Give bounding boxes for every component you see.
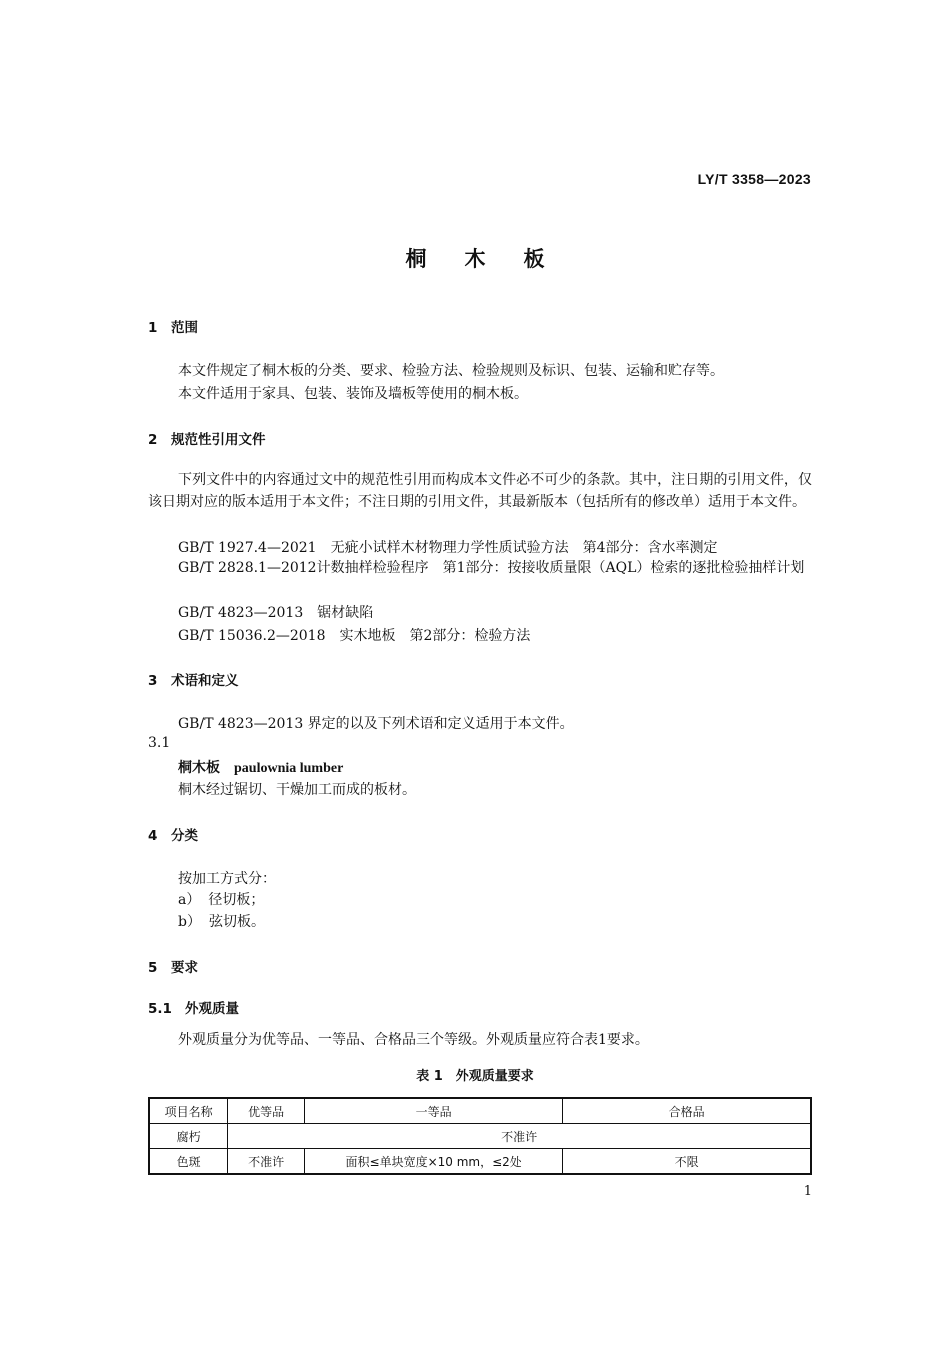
section-heading-references <box>148 428 266 448</box>
section-heading-requirements <box>148 956 198 976</box>
appearance-paragraph: 外观质量分为优等品、一等品、合格品三个等级。外观质量应符合表1要求。 <box>178 1032 649 1048</box>
section-number: 1 <box>148 320 158 336</box>
references-intro: 下列文件中的内容通过文中的规范性引用而构成本文件必不可少的条款。其中，注日期的引用文件，仅该日期对应的版本适用于本文件；不注日期的引用文件，其最新版本（包括所有的修改单）适用于本文件。 <box>148 472 812 510</box>
document-title: 桐木板 <box>405 247 583 271</box>
table-header-cell: 优等品 <box>228 1098 305 1124</box>
list-marker: b） <box>178 914 201 930</box>
section-number: 5 <box>148 960 158 976</box>
list-text: 弦切板。 <box>208 914 265 930</box>
table-header-cell: 合格品 <box>563 1098 811 1124</box>
reference-item <box>148 557 812 579</box>
section-heading-classification <box>148 824 198 844</box>
section-title: 范围 <box>171 320 198 336</box>
reference-title: 无疵小试样木材物理力学性质试验方法 第4部分：含水率测定 <box>330 540 718 556</box>
section-title: 术语和定义 <box>171 673 239 689</box>
section-number: 3 <box>148 673 158 689</box>
table-cell: 色斑 <box>149 1149 228 1175</box>
reference-code: GB/T 4823—2013 <box>178 605 304 621</box>
reference-item <box>178 625 530 645</box>
reference-code: GB/T 15036.2—2018 <box>178 628 326 644</box>
table-cell: 不准许 <box>228 1124 811 1149</box>
scope-paragraph-2: 本文件适用于家具、包装、装饰及墙板等使用的桐木板。 <box>178 386 528 402</box>
reference-item <box>178 602 373 622</box>
terms-intro: GB/T 4823—2013 界定的以及下列术语和定义适用于本文件。 <box>178 716 574 732</box>
section-title: 规范性引用文件 <box>171 432 266 448</box>
section-title: 要求 <box>171 960 198 976</box>
reference-title: 实木地板 第2部分：检验方法 <box>339 628 531 644</box>
table-header-cell: 一等品 <box>305 1098 563 1124</box>
term-definition: 桐木经过锯切、干燥加工而成的板材。 <box>178 782 416 798</box>
table-row <box>149 1124 811 1149</box>
section-heading-terms <box>148 669 239 689</box>
scope-paragraph-1: 本文件规定了桐木板的分类、要求、检验方法、检验规则及标识、包装、运输和贮存等。 <box>178 363 724 379</box>
table-row <box>149 1149 811 1175</box>
page-number: 1 <box>803 1184 812 1199</box>
table-caption: 表 1 外观质量要求 <box>416 1069 534 1084</box>
reference-code: GB/T 1927.4—2021 <box>178 540 317 556</box>
table-cell: 面积≤单块宽度×10 mm，≤2处 <box>305 1149 563 1175</box>
subsection-number: 5.1 <box>148 1001 172 1017</box>
table-header-cell: 项目名称 <box>149 1098 228 1124</box>
section-number: 4 <box>148 828 158 844</box>
term-english: paulownia lumber <box>234 761 344 776</box>
table-cell: 不准许 <box>228 1149 305 1175</box>
list-item <box>178 889 264 909</box>
term-entry <box>178 757 343 777</box>
standard-code: LY/T 3358—2023 <box>697 171 811 187</box>
table-header-row <box>149 1098 811 1124</box>
subsection-heading-appearance <box>148 997 239 1017</box>
section-title: 分类 <box>171 828 198 844</box>
table-cell: 腐朽 <box>149 1124 228 1149</box>
clause-number: 3.1 <box>148 735 171 751</box>
subsection-title: 外观质量 <box>185 1001 239 1017</box>
list-marker: a） <box>178 892 201 908</box>
reference-item <box>178 537 718 557</box>
reference-title: 计数抽样检验程序 第1部分：按接收质量限（AQL）检索的逐批检验抽样计划 <box>316 560 805 576</box>
table-cell: 不限 <box>563 1149 811 1175</box>
term-chinese: 桐木板 <box>178 760 220 776</box>
reference-code: GB/T 2828.1—2012 <box>178 560 317 576</box>
classification-intro: 按加工方式分： <box>178 871 276 887</box>
appearance-quality-table <box>148 1097 812 1175</box>
list-item <box>178 911 265 931</box>
list-text: 径切板； <box>208 892 265 908</box>
reference-title: 锯材缺陷 <box>317 605 374 621</box>
section-heading-scope <box>148 316 198 336</box>
section-number: 2 <box>148 432 158 448</box>
